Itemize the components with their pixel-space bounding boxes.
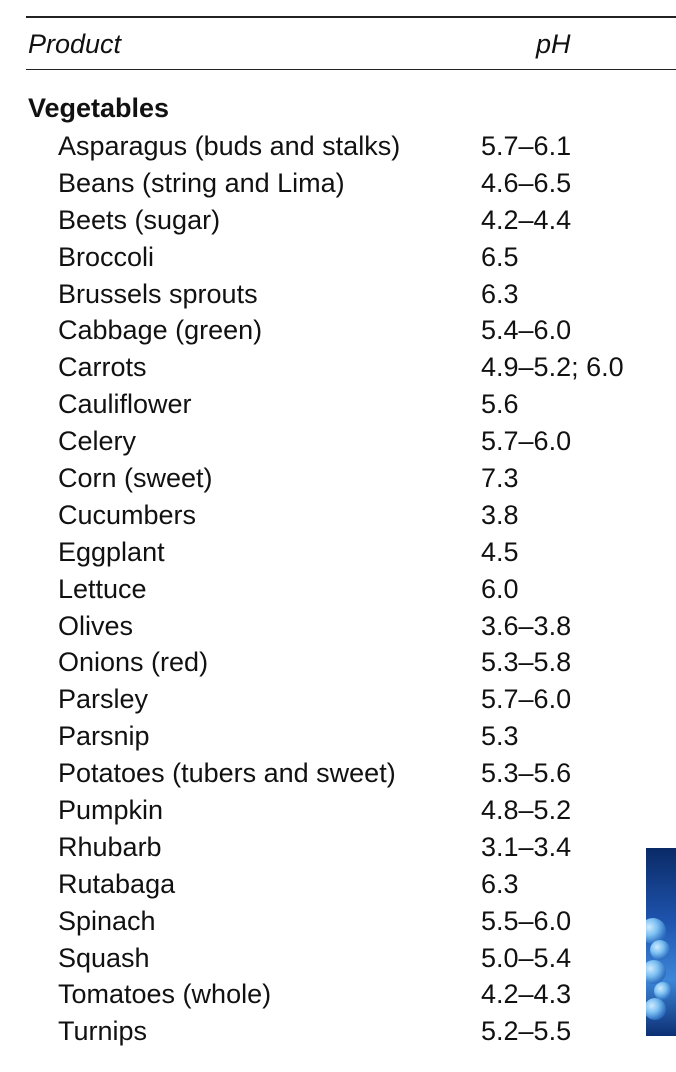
- table-row: [0, 534, 676, 571]
- ph-value: 5.3: [481, 721, 519, 752]
- ph-value: 5.4–6.0: [481, 315, 572, 346]
- ph-value: 4.2–4.4: [481, 204, 572, 235]
- table-row: [0, 976, 676, 1013]
- table-body: [0, 128, 676, 1050]
- header-ph: pH: [536, 29, 571, 59]
- table-row: [0, 128, 676, 165]
- table-row: [0, 423, 676, 460]
- table-row: [0, 903, 676, 940]
- product-name: Rutabaga: [58, 868, 176, 899]
- product-name: Parsley: [58, 684, 149, 715]
- table-row: [0, 386, 676, 423]
- ph-value: 4.6–6.5: [481, 167, 572, 198]
- product-name: Celery: [58, 426, 137, 457]
- ph-value: 6.3: [481, 868, 519, 899]
- ph-value: 7.3: [481, 463, 519, 494]
- ph-value: 4.9–5.2; 6.0: [481, 352, 624, 383]
- product-name: Cauliflower: [58, 389, 192, 420]
- product-name: Brussels sprouts: [58, 278, 258, 309]
- product-name: Turnips: [58, 1016, 148, 1047]
- product-name: Pumpkin: [58, 795, 164, 826]
- ph-value: 6.5: [481, 241, 519, 272]
- table-row: [0, 940, 676, 977]
- table-row: [0, 681, 676, 718]
- microscopy-image-fragment: [646, 848, 676, 1036]
- table-row: [0, 460, 676, 497]
- ph-value: 4.2–4.3: [481, 979, 572, 1010]
- table-row: [0, 718, 676, 755]
- ph-value: 5.2–5.5: [481, 1016, 572, 1047]
- product-name: Tomatoes (whole): [58, 979, 272, 1010]
- ph-value: 5.3–5.8: [481, 647, 572, 678]
- header-rule: [26, 69, 676, 70]
- product-name: Spinach: [58, 905, 156, 936]
- table-row: [0, 497, 676, 534]
- ph-value: 3.8: [481, 499, 519, 530]
- ph-value: 3.6–3.8: [481, 610, 572, 641]
- table-row: [0, 1013, 676, 1050]
- section-heading-vegetables: Vegetables: [28, 93, 170, 123]
- table-row: [0, 312, 676, 349]
- table-row: [0, 239, 676, 276]
- table-row: [0, 276, 676, 313]
- product-name: Broccoli: [58, 241, 155, 272]
- table-row: [0, 202, 676, 239]
- product-name: Cabbage (green): [58, 315, 263, 346]
- product-name: Corn (sweet): [58, 463, 213, 494]
- product-name: Rhubarb: [58, 831, 162, 862]
- top-rule: [26, 16, 676, 18]
- product-name: Cucumbers: [58, 499, 197, 530]
- product-name: Asparagus (buds and stalks): [58, 131, 401, 161]
- ph-value: 5.7–6.1: [481, 131, 572, 161]
- table-row: [0, 571, 676, 608]
- ph-value: 5.5–6.0: [481, 905, 572, 936]
- table-row: [0, 755, 676, 792]
- product-name: Eggplant: [58, 536, 165, 567]
- ph-value: 5.7–6.0: [481, 684, 572, 715]
- product-name: Olives: [58, 610, 134, 641]
- table-row: [0, 644, 676, 681]
- ph-value: 5.3–5.6: [481, 758, 572, 789]
- table-row: [0, 608, 676, 645]
- ph-value: 5.7–6.0: [481, 426, 572, 457]
- ph-value: 6.0: [481, 573, 519, 604]
- table-row: [0, 829, 676, 866]
- product-name: Beans (string and Lima): [58, 167, 345, 198]
- ph-value: 6.3: [481, 278, 519, 309]
- product-name: Parsnip: [58, 721, 150, 752]
- product-name: Beets (sugar): [58, 204, 221, 235]
- table-row: [0, 349, 676, 386]
- product-name: Potatoes (tubers and sweet): [58, 758, 396, 789]
- product-name: Squash: [58, 942, 150, 973]
- table-row: [0, 165, 676, 202]
- product-name: Carrots: [58, 352, 147, 383]
- ph-value: 4.5: [481, 536, 519, 567]
- product-name: Lettuce: [58, 573, 147, 604]
- ph-value: 5.6: [481, 389, 519, 420]
- table-row: [0, 866, 676, 903]
- ph-value: 4.8–5.2: [481, 795, 572, 826]
- ph-value: 5.0–5.4: [481, 942, 572, 973]
- ph-value: 3.1–3.4: [481, 831, 572, 862]
- header-product: Product: [28, 29, 122, 59]
- table-row: [0, 792, 676, 829]
- product-name: Onions (red): [58, 647, 209, 678]
